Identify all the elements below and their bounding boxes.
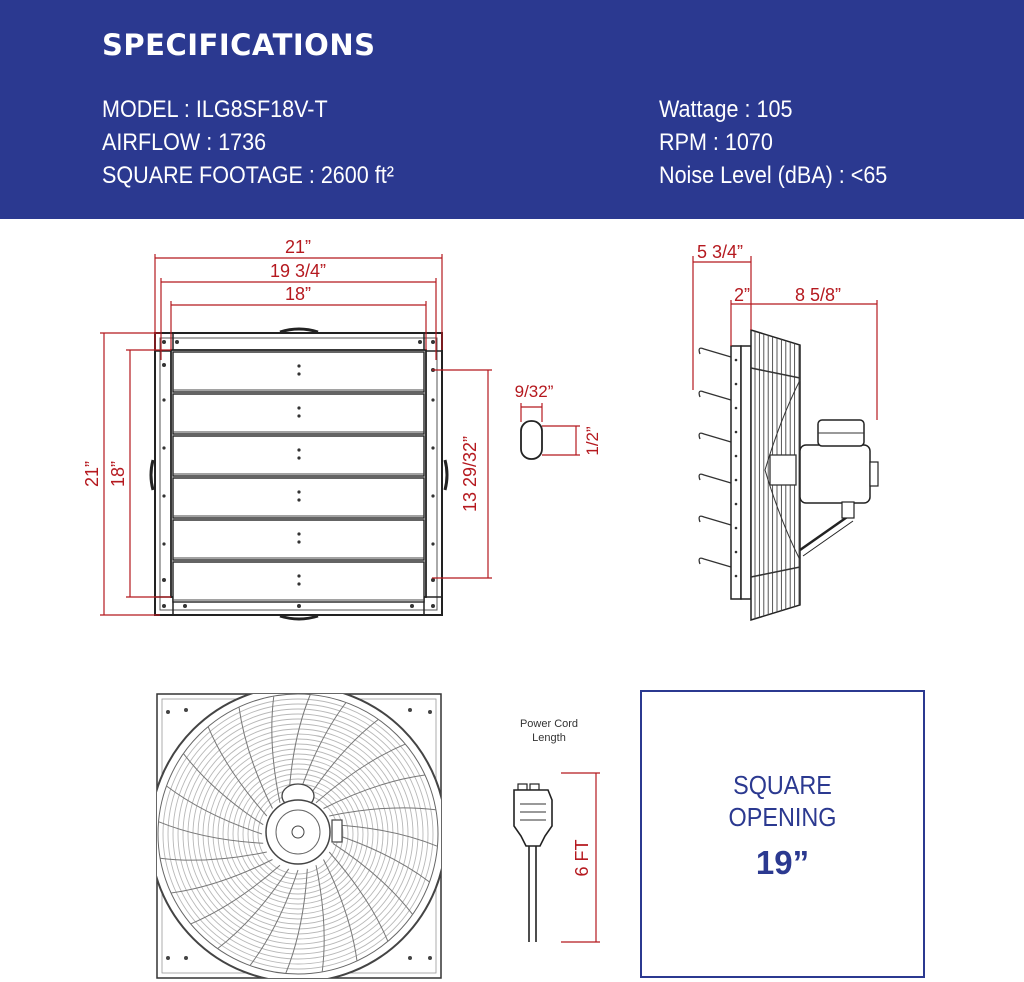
square-opening-line1: SQUARE xyxy=(733,770,832,800)
dim-outer-height: 21” xyxy=(82,460,102,488)
dim-outer-width: 21” xyxy=(284,237,312,257)
spec-model: MODEL : ILG8SF18V-T xyxy=(102,96,328,123)
slot-height-label: 1/2” xyxy=(583,426,602,456)
spec-airflow: AIRFLOW : 1736 xyxy=(102,129,267,156)
side-view-drawing xyxy=(699,330,878,620)
dim-mid-width: 19 3/4” xyxy=(269,261,327,281)
spec-rpm: RPM : 1070 xyxy=(659,129,773,156)
dim-inner-height: 18” xyxy=(108,460,128,488)
dim-rear-depth: 8 5/8” xyxy=(794,285,842,305)
dim-louver-height: 13 29/32” xyxy=(460,435,480,513)
dim-inner-width: 18” xyxy=(284,284,312,304)
slot-detail-drawing xyxy=(515,382,602,459)
dim-front-depth: 2” xyxy=(733,285,751,305)
front-view-drawing xyxy=(151,329,447,619)
side-dimension-labels xyxy=(697,242,841,305)
square-opening-box xyxy=(640,690,925,978)
square-opening-line2: OPENING xyxy=(728,802,837,832)
power-cord-drawing xyxy=(514,773,600,942)
rear-fan-view-drawing xyxy=(150,686,446,982)
dim-total-depth: 5 3/4” xyxy=(696,242,744,262)
cord-length-label: 6 FT xyxy=(572,839,592,877)
slot-width-label: 9/32” xyxy=(514,382,554,401)
spec-square-footage: SQUARE FOOTAGE : 2600 ft² xyxy=(102,162,394,189)
power-cord-caption: Power Cord Length xyxy=(519,718,579,744)
specifications-title: SPECIFICATIONS xyxy=(102,28,376,62)
spec-noise-level: Noise Level (dBA) : <65 xyxy=(659,162,888,189)
spec-wattage: Wattage : 105 xyxy=(659,96,793,123)
square-opening-value: 19” xyxy=(755,844,810,881)
